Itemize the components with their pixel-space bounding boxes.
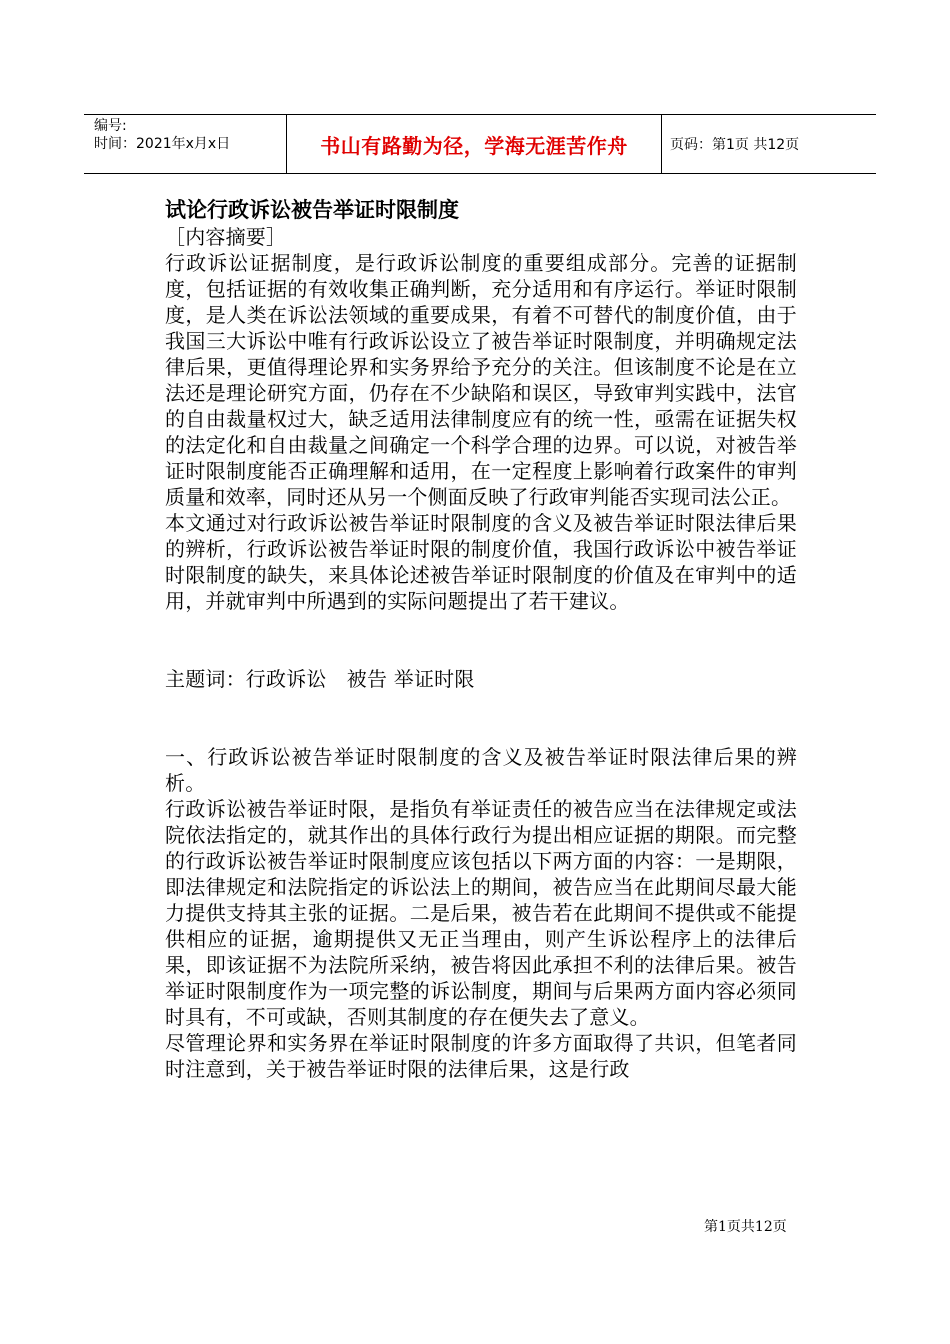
document-title: 试论行政诉讼被告举证时限制度	[165, 198, 459, 222]
keywords: 主题词：行政诉讼 被告 举证时限	[165, 667, 475, 691]
spacer	[165, 614, 797, 666]
abstract-label: ［内容摘要］	[165, 225, 287, 249]
document-number-label: 编号:	[94, 118, 127, 134]
page-footer: 第1页共12页	[704, 1219, 787, 1235]
section-1-paragraph-2: 尽管理论界和实务界在举证时限制度的许多方面取得了共识，但笔者同时注意到，关于被告举证时限的法律后果，这是行政	[165, 1031, 797, 1081]
section-1-heading: 一、行政诉讼被告举证时限制度的含义及被告举证时限法律后果的辨析。	[165, 745, 797, 795]
header-motto: 书山有路勤为径，学海无涯苦作舟	[286, 115, 662, 173]
abstract-paragraph-1: 行政诉讼证据制度，是行政诉讼制度的重要组成部分。完善的证据制度，包括证据的有效收集正确判断，充分适用和有序运行。举证时限制度，是人类在诉讼法领域的重要成果，有着不可替代的制度价值，由于我国三大诉讼中唯有行政诉讼设立了被告举证时限制度，并明确规定法律后果，更值得理论界和实务界给予充分的关注。但该制度不论是在立法还是理论研究方面，仍存在不少缺陷和误区，导致审判实践中，法官的自由裁量权过大，缺乏适用法律制度应有的统一性，亟需在证据失权的法定化和自由裁量之间确定一个科学合理的边界。可以说，对被告举证时限制度能否正确理解和适用，在一定程度上影响着行政案件的审判质量和效率，同时还从另一个侧面反映了行政审判能否实现司法公正。	[165, 251, 797, 509]
spacer	[165, 692, 797, 744]
abstract-paragraph-2: 本文通过对行政诉讼被告举证时限制度的含义及被告举证时限法律后果的辨析，行政诉讼被告举证时限的制度价值，我国行政诉讼中被告举证时限制度的缺失，来具体论述被告举证时限制度的价值及在审判中的适用，并就审判中所遇到的实际问题提出了若干建议。	[165, 511, 797, 613]
page-header	[84, 114, 876, 174]
header-page-info: 页码：第1页 共12页	[670, 137, 800, 153]
section-1-paragraph-1: 行政诉讼被告举证时限，是指负有举证责任的被告应当在法律规定或法院依法指定的，就其作出的具体行政行为提出相应证据的期限。而完整的行政诉讼被告举证时限制度应该包括以下两方面的内容：一是期限，即法律规定和法院指定的诉讼法上的期间，被告应当在此期间尽最大能力提供支持其主张的证据。二是后果，被告若在此期间不提供或不能提供相应的证据，逾期提供又无正当理由，则产生诉讼程序上的法律后果，即该证据不为法院所采纳，被告将因此承担不利的法律后果。被告举证时限制度作为一项完整的诉讼制度，期间与后果两方面内容必须同时具有，不可或缺，否则其制度的存在便失去了意义。	[165, 797, 797, 1029]
document-body	[165, 196, 797, 1082]
header-meta	[84, 115, 286, 173]
document-time-label: 时间：2021年x月x日	[94, 136, 231, 152]
